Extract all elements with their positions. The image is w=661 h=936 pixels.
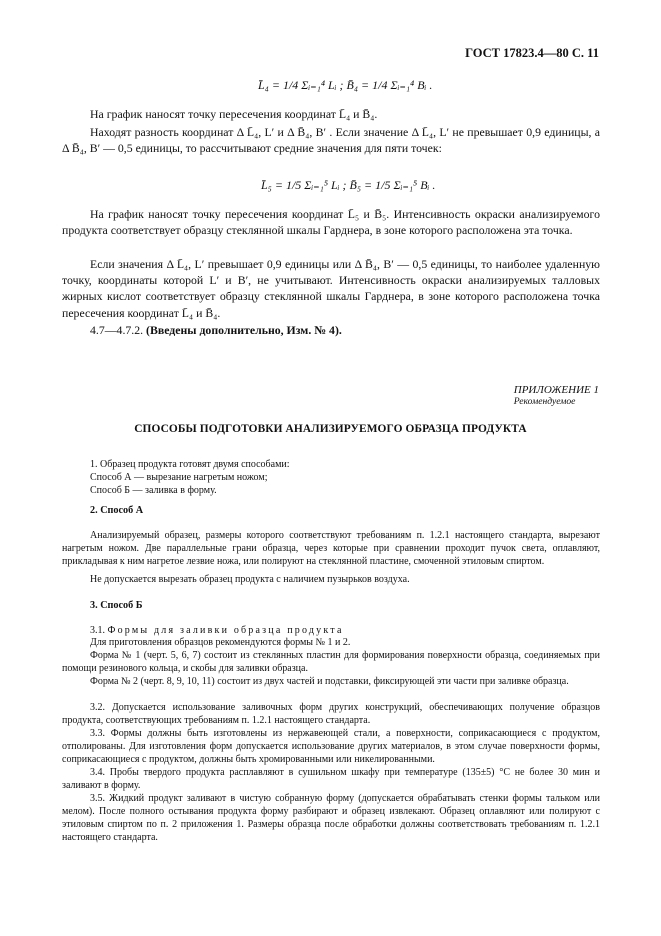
paragraph-amendment	[62, 322, 600, 338]
page-header: ГОСТ 17823.4—80 С. 11	[465, 46, 599, 60]
clause-3-1-form1: Форма № 1 (черт. 5, 6, 7) состоит из стеклянных пластин для формирования поверхности образца, соединяемых при помощи резинового кольца, и скобы для заливки образца.	[62, 650, 600, 674]
intro-list	[62, 458, 600, 497]
formula-average-4: L̄₄ = 1/4 Σᵢ₌₁⁴ Lᵢ ; B̄₄ = 1/4 Σᵢ₌₁⁴ Bᵢ .	[258, 78, 433, 92]
paragraph-plot-5: На график наносят точку пересечения координат L̄₅ и B̄₅. Интенсивность окраски анализируемого продукта соответствует образцу стеклянной шкалы Гарднера, в зоне которого расположена эта точка.	[62, 207, 600, 238]
clause-3-4: 3.4. Пробы твердого продукта расплавляют в сушильном шкафу при температуре (135±5) °С не более 30 мин и заливают в форму.	[62, 767, 600, 791]
clause-3-2: 3.2. Допускается использование заливочных форм других конструкций, обеспечивающих получение образцов продукта, соответствующих требованиям п. 1.2.1 настоящего стандарта.	[62, 702, 600, 726]
clause-3-1-number: 3.1.	[90, 625, 108, 636]
paragraph-exclusion: Если значения Δ L̄₄, L′ превышает 0,9 единицы или Δ B̄₄, B′ — 0,5 единицы, то наиболее удаленную точку, координаты которой L′ и B′, не учитывают. Интенсивность окраски анализируемых талловых жирных кислот соответствует образцу стеклянной шкалы Гарднера, в зоне которого расположена точка пересечения координат L̄₄ и B̄₄.	[62, 257, 600, 320]
clause-3-1-form2: Форма № 2 (черт. 8, 9, 10, 11) состоит из двух частей и подставки, фиксирующей эти части при заливке образца.	[90, 676, 569, 687]
intro-line: 1. Образец продукта готовят двумя способами:	[90, 459, 290, 470]
section-2-paragraph-2: Не допускается вырезать образец продукта с наличием пузырьков воздуха.	[90, 574, 410, 585]
appendix-label: ПРИЛОЖЕНИЕ 1	[513, 384, 599, 396]
section-2-paragraph: Анализируемый образец, размеры которого соответствуют требованиям п. 1.2.1 настоящего стандарта, вырезают нагретым ножом. Две параллельные грани образца, через которые при сравнении проходит пучок света, оплавляют, прикладывая к ним нагретое лезвие ножа, или полируют на стеклянной пластине, смоченной этиловым спиртом.	[62, 530, 600, 567]
clause-3-3: 3.3. Формы должны быть изготовлены из нержавеющей стали, а поверхности, соприкасающиеся с продуктом, отполированы. Для изготовления форм допускается использование других материалов, в этом случае поверхности формы, соприкасающиеся с продуктом, должны быть хромированными или никелированными.	[62, 728, 600, 765]
appendix-note: Рекомендуемое	[513, 396, 576, 407]
clause-3-1-heading: Формы для заливки образца продукта	[107, 625, 344, 636]
paragraph-differences: Находят разность координат Δ L̄₄, L′ и Δ B̄₄, B′ . Если значение Δ L̄₄, L′ не превышает 0,9 единицы, а Δ B̄₄, B′ — 0,5 единицы, то рассчитывают средние значения для пяти точек:	[62, 125, 600, 156]
amendment-note: (Введены дополнительно, Изм. № 4).	[146, 323, 342, 337]
intro-line: Способ А — вырезание нагретым ножом;	[90, 472, 268, 483]
appendix-title: СПОСОБЫ ПОДГОТОВКИ АНАЛИЗИРУЕМОГО ОБРАЗЦА ПРОДУКТА	[134, 423, 527, 435]
paragraph-plot-4: На график наносят точку пересечения координат L̄₄ и B̄₄.	[90, 107, 378, 121]
clause-3-5: 3.5. Жидкий продукт заливают в чистую собранную форму (допускается обрабатывать стенки формы тальком или мелом). После полного остывания продукта форму разбирают и образец извлекают. Образец оплавляют или полируют с этиловым спиртом по п. 2 приложения 1. Размеры образца после обработки должны соответствовать требованиям п. 1.2.1 настоящего стандарта.	[62, 793, 600, 843]
intro-line: Способ Б — заливка в форму.	[90, 485, 217, 496]
formula-average-5: L̄₅ = 1/5 Σᵢ₌₁⁵ Lᵢ ; B̄₅ = 1/5 Σᵢ₌₁⁵ Bᵢ .	[261, 178, 436, 192]
section-2-heading: 2. Способ А	[90, 505, 144, 516]
amendment-number: 4.7—4.7.2.	[90, 323, 147, 337]
clause-3-1-text: Для приготовления образцов рекомендуются формы № 1 и 2.	[90, 637, 351, 648]
section-3-heading: 3. Способ Б	[90, 600, 143, 611]
appendix-label-block	[514, 384, 599, 407]
